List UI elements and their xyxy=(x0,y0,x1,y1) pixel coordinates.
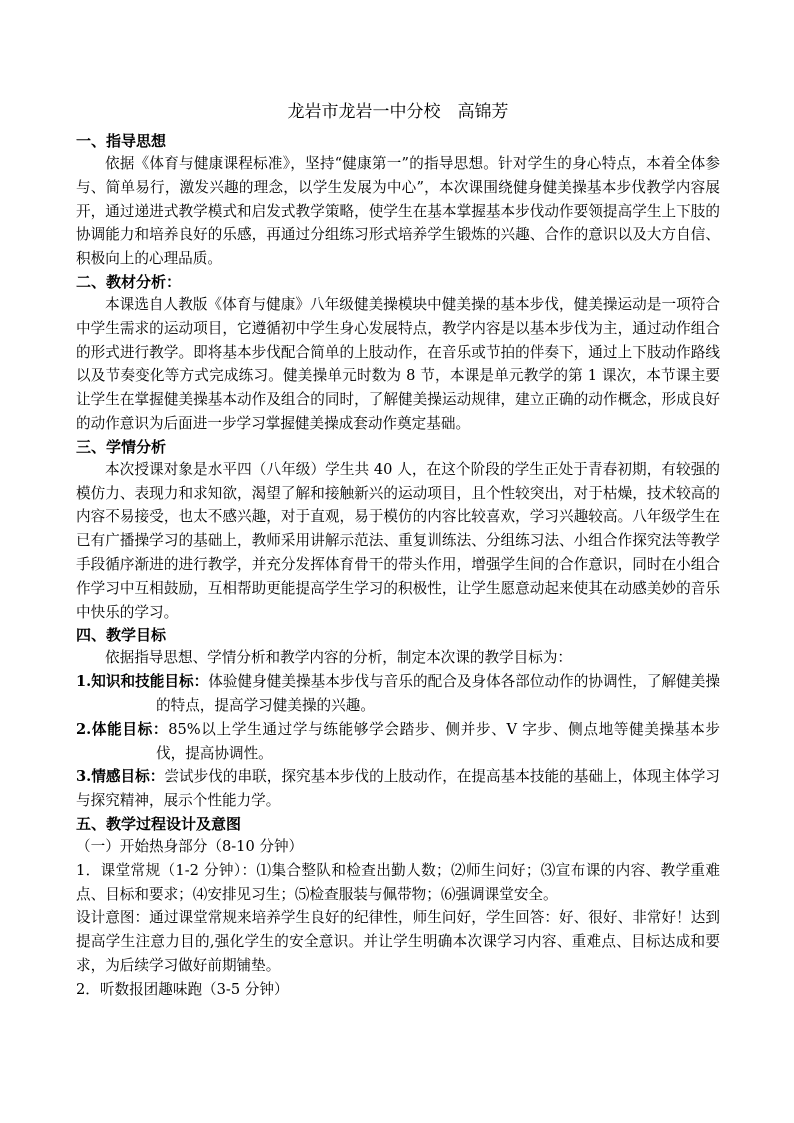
paragraph-student-analysis: 本次授课对象是水平四（八年级）学生共 40 人，在这个阶段的学生正处于青春初期，有较强的模仿力、表现力和求知欲，渴望了解和接触新兴的运动项目，且个性较突出，对于枯燥，技术较高的内容不易接受，也太不感兴趣，对于直观，易于模仿的内容比较喜欢，学习兴趣较高。八年级学生在已有广播操学习的基础上，教师采用讲解示范法、重复训练法、分组练习法、小组合作探究法等教学手段循序渐进的进行教学，并充分发挥体育骨干的带头作用，增强学生间的合作意识，同时在小组合作学习中互相鼓励，互相帮助更能提高学生学习的积极性，让学生愿意动起来使其在动感美妙的音乐中快乐的学习。 xyxy=(76,460,720,621)
paragraph-design-intent: 设计意图：通过课堂常规来培养学生良好的纪律性，师生问好，学生回答：好、很好、非常好！达到提高学生注意力目的,强化学生的安全意识。并让学生明确本次课学习内容、重难点、目标达成和要求，为后续学习做好前期铺垫。 xyxy=(76,909,720,974)
goal-label: 1.知识和技能目标： xyxy=(76,673,209,691)
goal-text: 体验健身健美操基本步伐与音乐的配合及身体各部位动作的协调性，了解健美操的特点，提高学习健美操的兴趣。 xyxy=(156,673,720,714)
section-heading-teaching-process: 五、教学过程设计及意图 xyxy=(76,814,242,833)
paragraph-material-analysis: 本课选自人教版《体育与健康》八年级健美操模块中健美操的基本步伐，健美操运动是一项符合中学生需求的运动项目，它遵循初中学生身心发展特点，教学内容是以基本步伐为主，通过动作组合的形式进行教学。即将基本步伐配合简单的上肢动作，在音乐或节拍的伴奏下，通过上下肢动作路线以及节奏变化等方式完成练习。健美操单元时数为 8 节，本课是单元教学的第 1 课次，本节课主要让学生在掌握健美操基本动作及组合的同时，了解健美操运动规律，建立正确的动作概念，形成良好的动作意识为后面进一步学习掌握健美操成套动作奠定基础。 xyxy=(76,295,720,432)
section-heading-teaching-goals: 四、教学目标 xyxy=(76,626,167,645)
section-heading-material-analysis: 二、教材分析： xyxy=(76,272,182,291)
goal-label: 2.体能目标： xyxy=(76,720,169,738)
goal-physical xyxy=(76,718,720,766)
document-page xyxy=(76,98,720,1002)
goal-text: 85%以上学生通过学与练能够学会踏步、侧并步、V 字步、侧点地等健美操基本步伐，提高协调性。 xyxy=(156,720,720,762)
goal-label: 3.情感目标： xyxy=(76,768,165,786)
section-heading-guiding-ideology: 一、指导思想 xyxy=(76,132,167,150)
item-fun-run: 2．听数报团趣味跑（3-5 分钟） xyxy=(76,980,289,998)
goal-knowledge-skills xyxy=(76,670,720,718)
document-title: 龙岩市龙岩一中分校 高锦芳 xyxy=(287,102,509,122)
paragraph-goals-intro: 依据指导思想、学情分析和教学内容的分析，制定本次课的教学目标为： xyxy=(105,649,573,667)
item-class-routine: 1．课堂常规（1-2 分钟）：⑴集合整队和检查出勤人数；⑵师生问好；⑶宣布课的内容、教学重难点、目标和要求；⑷安排见习生；⑸检查服装与佩带物；⑹强调课堂安全。 xyxy=(76,861,720,903)
paragraph-guiding-ideology: 依据《体育与健康课程标准》，坚持“健康第一”的指导思想。针对学生的身心特点，本着全体参与、简单易行，激发兴趣的理念，以学生发展为中心”，本次课围绕健身健美操基本步伐教学内容展开，通过递进式教学模式和启发式教学策略，使学生在基本掌握基本步伐动作要领提高学生上下肢的协调能力和培养良好的乐感，再通过分组练习形式培养学生锻炼的兴趣、合作的意识以及大方自信、积极向上的心理品质。 xyxy=(76,155,720,268)
goal-text: 尝试步伐的串联，探究基本步伐的上肢动作，在提高基本技能的基础上，体现主体学习与探究精神，展示个性能力学。 xyxy=(76,768,720,810)
goal-emotional xyxy=(76,765,720,813)
subsection-warmup: （一）开始热身部分（8-10 分钟） xyxy=(76,837,304,855)
section-heading-student-analysis: 三、学情分析 xyxy=(76,437,167,456)
